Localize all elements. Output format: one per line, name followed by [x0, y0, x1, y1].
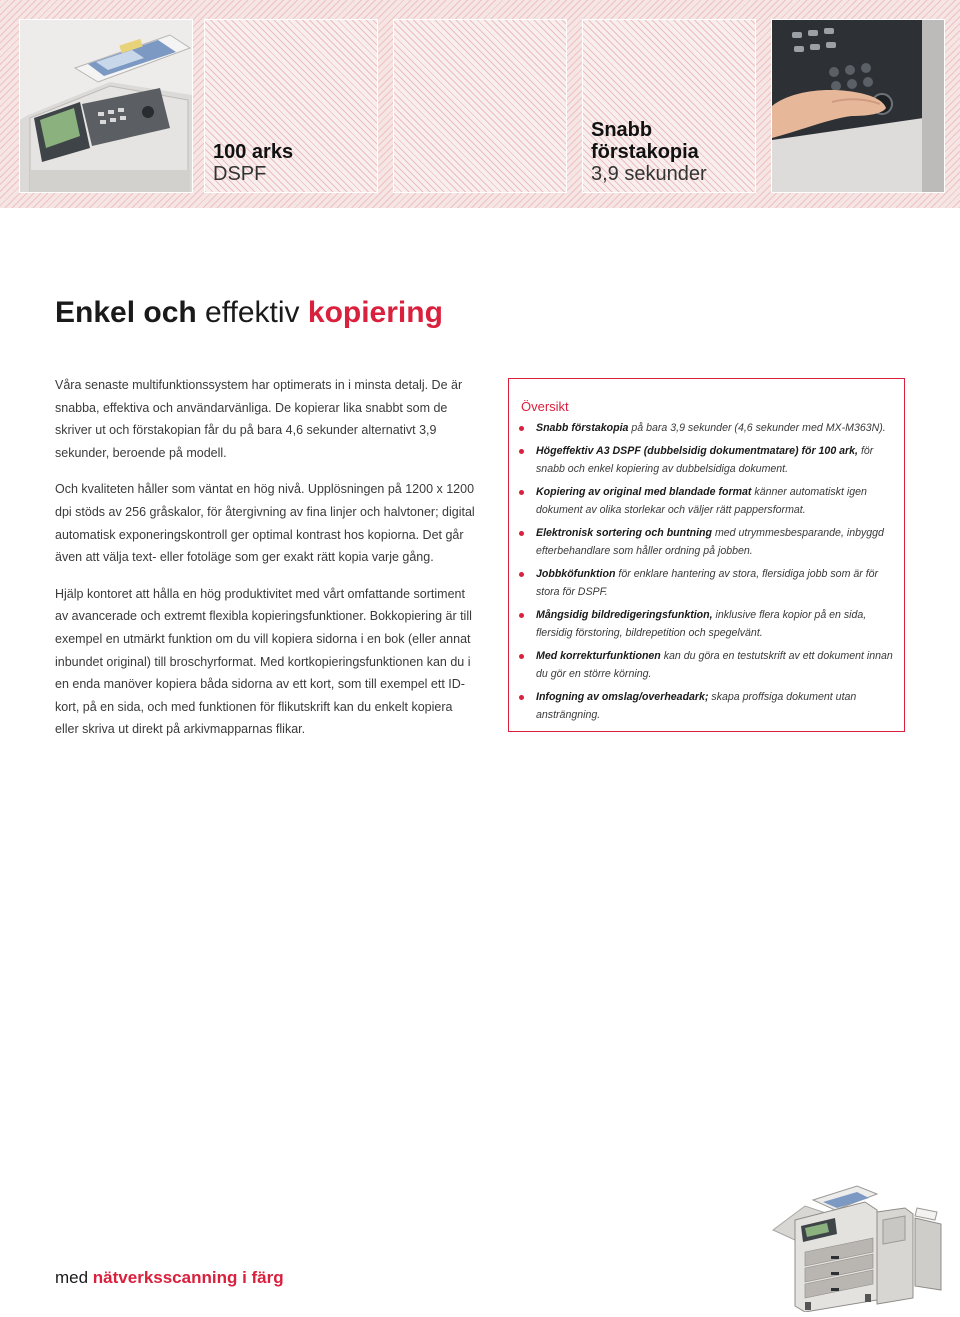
dspf-caption-bold: 100 arks [213, 141, 294, 163]
overview-item-text: med utrymmesbesparande, inbyggd efterbehandlare som håller ordning på jobben. [536, 527, 884, 557]
header-banner [0, 0, 960, 208]
overview-item-bold: Högeffektiv A3 DSPF (dubbelsidig dokumentmatare) för 100 ark, [536, 445, 859, 457]
copier-photo-icon [20, 20, 192, 192]
firstcopy-panel [583, 20, 755, 192]
bullet-icon [519, 695, 524, 700]
overview-item-bold: Infogning av omslag/overheadark; [536, 691, 709, 703]
bullet-icon [519, 449, 524, 454]
overview-title: Översikt [521, 399, 569, 414]
firstcopy-caption [591, 119, 707, 185]
bullet-icon [519, 531, 524, 536]
body-paragraph-2: Och kvaliteten håller som väntat en hög nivå. Upplösningen på 1200 x 1200 dpi stöds av 256 gråskalor, för återgivning av fina linjer och halvtoner; digital automatisk exponeringskontroll ger optimal kontrast hos kopiorna. Det går även att välja text- eller fotoläge som ger exakt rätt kopia varje gång. [55, 482, 475, 565]
overview-item-text: inklusive flera kopior på en sida, flersidig förstoring, bildrepetition och spegelvänt. [536, 609, 867, 639]
overview-item-bold: Elektronisk sortering och buntning [536, 527, 712, 539]
bullet-icon [519, 572, 524, 577]
overview-item-text: skapa proffsiga dokument utan ansträngning. [536, 691, 857, 721]
footer-prefix: med [55, 1268, 93, 1287]
bullet-icon [519, 490, 524, 495]
overview-item-text: för snabb och enkel kopiering av dubbelsidiga dokument. [536, 445, 874, 475]
firstcopy-caption-line1: Snabb [591, 119, 653, 141]
page-title-part1: Enkel och [55, 296, 197, 329]
firstcopy-caption-light: 3,9 sekunder [591, 163, 707, 185]
bullet-icon [519, 654, 524, 659]
overview-item [519, 419, 893, 437]
overview-item-bold: Mångsidig bildredigeringsfunktion, [536, 609, 713, 621]
copier-with-finisher-icon [765, 1180, 945, 1317]
overview-item [519, 442, 893, 478]
firstcopy-caption-line2: förstakopia [591, 141, 699, 163]
footer-highlight: nätverksscanning i färg [92, 1268, 284, 1287]
overview-item [519, 524, 893, 560]
pattern-panel [394, 20, 566, 192]
overview-list [519, 419, 893, 729]
overview-item [519, 483, 893, 519]
page-title [55, 294, 443, 332]
dspf-panel [205, 20, 377, 192]
overview-item-bold: Med korrekturfunktionen [536, 650, 661, 662]
overview-item-text: känner automatiskt igen dokument av olika storlekar och väljer rätt pappersformat. [536, 486, 867, 516]
overview-item [519, 565, 893, 601]
overview-item [519, 688, 893, 724]
hand-on-keypad-photo [772, 20, 944, 192]
copier-photo [20, 20, 192, 192]
overview-item-text: på bara 3,9 sekunder (4,6 sekunder med MX-M363N). [628, 422, 886, 434]
page-title-part2: effektiv [196, 296, 308, 329]
bullet-icon [519, 426, 524, 431]
body-paragraph-3: Hjälp kontoret att hålla en hög produktivitet med vårt omfattande sortiment av avancerade och extremt flexibla kopieringsfunktioner. Bokkopiering är till exempel en utmärkt funktion om du vill kopiera sidorna i en bok (eller annat inbundet original) till broschyrformat. Med kortkopieringsfunktionen kan du i en enda manöver kopiera båda sidorna av ett kort, som till exempel ett ID-kort, på en sida, och med funktionen för flikutskrift kan du enkelt kopiera eller skriva ut direkt på arkivmapparnas flikar. [55, 586, 472, 737]
copier-illustration [765, 1180, 945, 1312]
body-text-column [55, 374, 475, 755]
overview-box [508, 378, 905, 732]
overview-item-bold: Kopiering av original med blandade format [536, 486, 752, 498]
hand-on-keypad-icon [772, 20, 944, 192]
bullet-icon [519, 613, 524, 618]
dspf-caption-light: DSPF [213, 163, 267, 185]
overview-item [519, 647, 893, 683]
page-title-part3: kopiering [307, 296, 443, 329]
overview-item-bold: Snabb förstakopia [536, 422, 629, 434]
overview-item-bold: Jobbköfunktion [536, 568, 616, 580]
dspf-caption [213, 141, 293, 185]
overview-item [519, 606, 893, 642]
footer-tagline [55, 1268, 284, 1288]
overview-item-text: kan du göra en testutskrift av ett dokument innan du gör en större körning. [536, 650, 893, 680]
body-paragraph-1: Våra senaste multifunktionssystem har optimerats in i minsta detalj. De är snabba, effektiva och användarvänliga. De kopierar lika snabbt som de skriver ut och förstakopian får du på bara 4,6 sekunder alternativt 3,9 sekunder, beroende på modell. [55, 378, 463, 460]
overview-item-text: för enklare hantering av stora, flersidiga jobb som är för stora för DSPF. [536, 568, 879, 598]
